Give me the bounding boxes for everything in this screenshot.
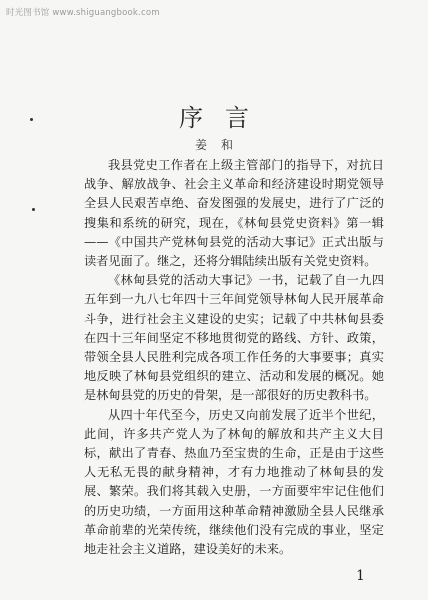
- paragraph: 我县党史工作者在上级主管部门的指导下，对抗日战争、解放战争、社会主义革命和经济建设时期党领导全县人民艰苦卓绝、奋发图强的发展史，进行了广泛的搜集和系统的研究，现在，《林甸县党史资料》第一辑——《中国共产党林甸县党的活动大事记》正式出版与读者见面了。继之，还将分辑陆续出版有关党史资料。: [84, 158, 384, 269]
- page-title: 序言: [179, 104, 271, 132]
- scan-mark: [32, 208, 35, 211]
- watermark-text: 时光图书馆 www.shiguangbook.com: [6, 8, 160, 18]
- page-number: 1: [356, 568, 365, 584]
- author-name: 姜和: [194, 138, 247, 152]
- paragraph: 《林甸县党的活动大事记》一书，记载了自一九四五年到一九八七年四十三年间党领导林甸人民开展革命斗争，进行社会主义建设的史实；记载了中共林甸县委在四十三年间坚定不移地贯彻党的路线、方针、政策，带领全县人民胜利完成各项工作任务的大事要事；真实地反映了林甸县党组织的建立、活动和发展的概况。她是林甸县党的历史的骨架，是一部很好的历史教科书。: [84, 273, 384, 403]
- preface-body: [84, 156, 384, 559]
- paragraph: 从四十年代至今，历史又向前发展了近半个世纪，此间，许多共产党人为了林甸的解放和共产主义大目标，献出了青春、热血乃至宝贵的生命，正是由于这些人无私无畏的献身精神，才有力地推动了林甸县的发展、繁荣。我们将其载入史册，一方面要牢牢记住他们的历史功绩，一方面用这种革命精神激励全县人民继承革命前辈的光荣传统，继续他们没有完成的事业，坚定地走社会主义道路，建设美好的未来。: [84, 407, 384, 557]
